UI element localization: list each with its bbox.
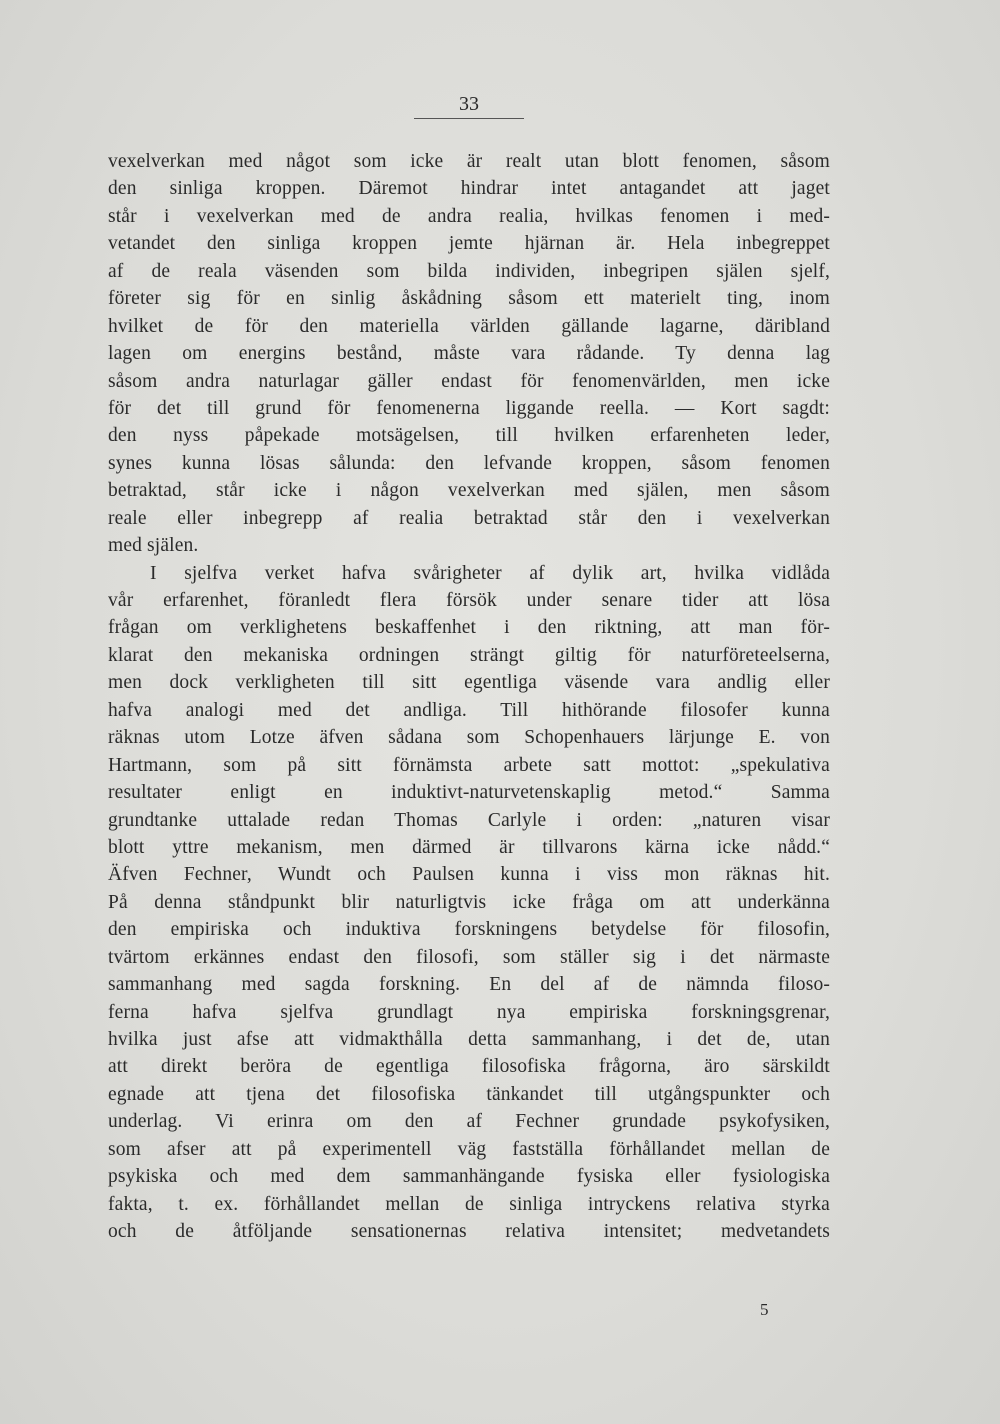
text-line: fakta, t. ex. förhållandet mellan de sinliga intryckens relativa styrka bbox=[108, 1193, 830, 1215]
text-line: sammanhang med sagda forskning. En del af de nämnda filoso- bbox=[108, 974, 830, 996]
text-line: synes kunna lösas sålunda: den lefvande kroppen, såsom fenomen bbox=[108, 452, 830, 474]
text-line: för det till grund för fenomenerna liggande reella. — Kort sagdt: bbox=[108, 397, 830, 419]
text-line: grundtanke uttalade redan Thomas Carlyle i orden: „naturen visar bbox=[108, 809, 830, 831]
text-line: står i vexelverkan med de andra realia, hvilkas fenomen i med- bbox=[108, 205, 830, 227]
text-line: I sjelfva verket hafva svårigheter af dylik art, hvilka vidlåda bbox=[150, 562, 830, 584]
text-line: den nyss påpekade motsägelsen, till hvilken erfarenheten leder, bbox=[108, 425, 830, 447]
text-line: reale eller inbegrepp af realia betraktad står den i vexelverkan bbox=[108, 507, 830, 529]
text-line: blott yttre mekanism, men därmed är tillvarons kärna icke nådd.“ bbox=[108, 836, 830, 858]
text-line: hvilket de för den materiella världen gällande lagarne, däribland bbox=[108, 315, 830, 337]
text-line: klarat den mekaniska ordningen strängt giltig för naturföreteelserna, bbox=[108, 644, 830, 666]
text-line: psykiska och med dem sammanhängande fysiska eller fysiologiska bbox=[108, 1166, 830, 1188]
signature-mark: 5 bbox=[760, 1300, 769, 1319]
text-line: och de åtföljande sensationernas relativa intensitet; medvetandets bbox=[108, 1221, 830, 1243]
text-line: resultater enligt en induktivt-naturvetenskaplig metod.“ Samma bbox=[108, 782, 830, 804]
text-line: lagen om energins bestånd, måste vara rådande. Ty denna lag bbox=[108, 343, 830, 365]
text-line: hafva analogi med det andliga. Till hithörande filosofer kunna bbox=[108, 699, 830, 721]
text-line: tvärtom erkännes endast den filosofi, som ställer sig i det närmaste bbox=[108, 946, 830, 968]
text-line: Hartmann, som på sitt förnämsta arbete satt mottot: „spekulativa bbox=[108, 754, 830, 776]
text-line: räknas utom Lotze äfven sådana som Schopenhauers lärjunge E. von bbox=[108, 727, 830, 749]
text-line: den sinliga kroppen. Däremot hindrar intet antagandet att jaget bbox=[108, 178, 830, 200]
text-line: som afser att på experimentell väg fastställa förhållandet mellan de bbox=[108, 1138, 830, 1160]
text-line: vår erfarenhet, föranledt flera försök under senare tider att lösa bbox=[108, 590, 830, 611]
text-line: På denna ståndpunkt blir naturligtvis icke fråga om att underkänna bbox=[108, 891, 830, 913]
text-line: af de reala väsenden som bilda individen, inbegripen själen sjelf, bbox=[108, 260, 830, 282]
text-line: underlag. Vi erinra om den af Fechner grundade psykofysiken, bbox=[108, 1111, 830, 1133]
text-line: hvilka just afse att vidmakthålla detta sammanhang, i det de, utan bbox=[108, 1029, 830, 1050]
page-number: 33 bbox=[414, 92, 524, 119]
text-line: ferna hafva sjelfva grundlagt nya empiriska forskningsgrenar, bbox=[108, 1001, 830, 1023]
text-line: företer sig för en sinlig åskådning såsom ett materielt ting, inom bbox=[108, 288, 830, 310]
text-line: betraktad, står icke i någon vexelverkan med själen, men såsom bbox=[108, 480, 830, 502]
text-line: den empiriska och induktiva forskningens betydelse för filosofin, bbox=[108, 919, 830, 941]
text-line: med själen. bbox=[108, 535, 199, 557]
text-line: frågan om verklighetens beskaffenhet i den riktning, att man för- bbox=[108, 617, 830, 639]
text-line: Äfven Fechner, Wundt och Paulsen kunna i viss mon räknas hit. bbox=[108, 864, 830, 886]
text-line: vetandet den sinliga kroppen jemte hjärnan är. Hela inbegreppet bbox=[108, 233, 830, 255]
text-line: men dock verkligheten till sitt egentliga väsende vara andlig eller bbox=[108, 672, 830, 694]
text-line: såsom andra naturlagar gäller endast för fenomenvärlden, men icke bbox=[108, 370, 830, 392]
text-line: vexelverkan med något som icke är realt utan blott fenomen, såsom bbox=[108, 151, 830, 172]
body-text bbox=[108, 148, 830, 1246]
text-line: att direkt beröra de egentliga filosofiska frågorna, äro särskildt bbox=[108, 1056, 830, 1078]
text-line: egnade att tjena det filosofiska tänkandet till utgångspunkter och bbox=[108, 1083, 830, 1105]
